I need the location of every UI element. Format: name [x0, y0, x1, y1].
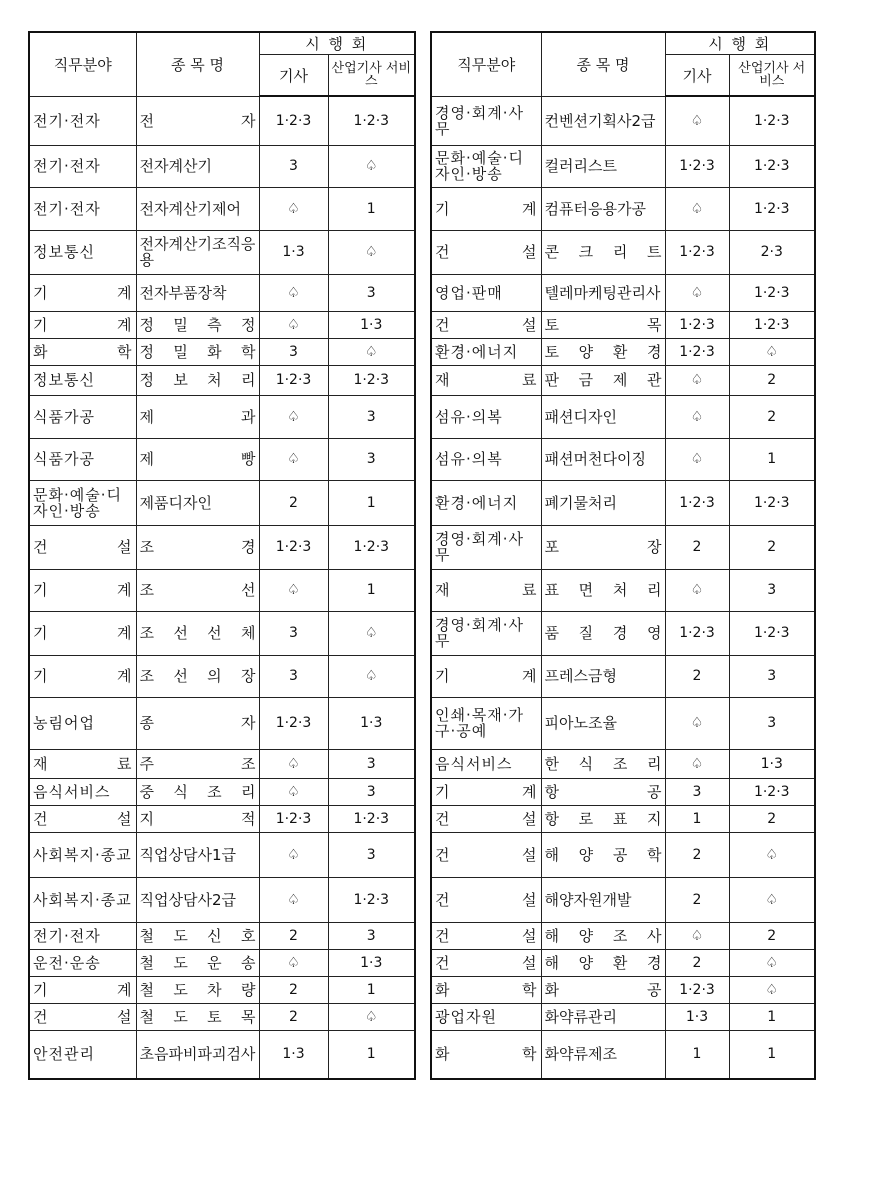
name-cell: 프레스금형 [541, 655, 665, 697]
gisa-cell: ♤ [665, 749, 729, 778]
table-row [29, 96, 415, 145]
field-cell: 재 료 [431, 569, 541, 611]
name-cell: 조 경 [136, 525, 259, 569]
sanup-cell: 1·2·3 [328, 877, 415, 922]
field-cell: 정보통신 [29, 365, 136, 395]
gisa-cell: 1·3 [665, 1003, 729, 1030]
name-cell: 조 선 [136, 569, 259, 611]
header-field: 직무분야 [29, 32, 136, 96]
name-cell: 주 조 [136, 749, 259, 778]
field-cell: 기 계 [431, 655, 541, 697]
name-cell: 전자부품장착 [136, 274, 259, 311]
name-cell: 해 양 공 학 [541, 832, 665, 877]
field-cell: 화 학 [29, 338, 136, 365]
name-cell: 중 식 조 리 [136, 778, 259, 805]
name-cell: 폐기물처리 [541, 480, 665, 525]
table-row [29, 1030, 415, 1079]
sanup-cell: 1·2·3 [729, 187, 815, 230]
field-cell: 건 설 [431, 832, 541, 877]
sanup-cell: 3 [328, 274, 415, 311]
field-cell: 화 학 [431, 976, 541, 1003]
field-cell: 건 설 [431, 230, 541, 274]
name-cell: 해 양 환 경 [541, 949, 665, 976]
table-row [431, 949, 815, 976]
header-round: 시 행 회 [259, 32, 415, 55]
field-cell: 기 계 [29, 274, 136, 311]
gisa-cell: 2 [665, 525, 729, 569]
gisa-cell: 2 [665, 832, 729, 877]
name-cell: 정 밀 측 정 [136, 311, 259, 338]
field-cell: 운전·운송 [29, 949, 136, 976]
field-cell: 화 학 [431, 1030, 541, 1079]
field-cell: 사회복지·종교 [29, 832, 136, 877]
sanup-cell: 1 [328, 976, 415, 1003]
gisa-cell: 2 [665, 877, 729, 922]
gisa-cell: 3 [259, 655, 328, 697]
sanup-cell: ♤ [328, 145, 415, 187]
name-cell: 해 양 조 사 [541, 922, 665, 949]
sanup-cell: 3 [729, 569, 815, 611]
field-cell: 섬유·의복 [431, 395, 541, 438]
table-row [29, 230, 415, 274]
gisa-cell: ♤ [665, 438, 729, 480]
sanup-cell: 1 [729, 1030, 815, 1079]
sanup-cell: ♤ [729, 976, 815, 1003]
table-row [431, 877, 815, 922]
gisa-cell: ♤ [665, 395, 729, 438]
sanup-cell: 3 [328, 395, 415, 438]
gisa-cell: ♤ [259, 749, 328, 778]
table-row [29, 187, 415, 230]
sanup-cell: 1·2·3 [729, 311, 815, 338]
gisa-cell: 3 [665, 778, 729, 805]
name-cell: 품 질 경 영 [541, 611, 665, 655]
field-cell: 기 계 [431, 778, 541, 805]
name-cell: 철 도 운 송 [136, 949, 259, 976]
sanup-cell: 3 [328, 832, 415, 877]
field-cell: 음식서비스 [431, 749, 541, 778]
sanup-cell: 2 [729, 922, 815, 949]
sanup-cell: ♤ [729, 338, 815, 365]
field-cell: 건 설 [29, 805, 136, 832]
field-cell: 기 계 [29, 569, 136, 611]
sanup-cell: ♤ [328, 611, 415, 655]
field-cell: 환경·에너지 [431, 338, 541, 365]
table-row [29, 877, 415, 922]
name-cell: 패션디자인 [541, 395, 665, 438]
header-gisa: 기사 [259, 55, 328, 97]
name-cell: 지 적 [136, 805, 259, 832]
right-table [430, 31, 816, 1080]
sanup-cell: 1·2·3 [729, 480, 815, 525]
table-row [431, 922, 815, 949]
sanup-cell: 1·3 [729, 749, 815, 778]
sanup-cell: ♤ [328, 338, 415, 365]
table-row [431, 230, 815, 274]
gisa-cell: 2 [259, 480, 328, 525]
name-cell: 한 식 조 리 [541, 749, 665, 778]
sanup-cell: ♤ [328, 1003, 415, 1030]
name-cell: 철 도 신 호 [136, 922, 259, 949]
sanup-cell: ♤ [729, 877, 815, 922]
field-cell: 건 설 [29, 1003, 136, 1030]
field-cell: 전기·전자 [29, 187, 136, 230]
gisa-cell: 1·2·3 [259, 525, 328, 569]
field-cell: 안전관리 [29, 1030, 136, 1079]
table-row [29, 922, 415, 949]
table-row [29, 697, 415, 749]
name-cell: 화약류관리 [541, 1003, 665, 1030]
name-cell: 항 로 표 지 [541, 805, 665, 832]
gisa-cell: 1·2·3 [665, 145, 729, 187]
sanup-cell: ♤ [729, 832, 815, 877]
table-row [29, 832, 415, 877]
gisa-cell: 1 [665, 805, 729, 832]
gisa-cell: 2 [259, 1003, 328, 1030]
table-row [431, 1030, 815, 1079]
table-row [29, 1003, 415, 1030]
name-cell: 정 보 처 리 [136, 365, 259, 395]
field-cell: 기 계 [431, 187, 541, 230]
left-table [28, 31, 416, 1080]
sanup-cell: 1 [328, 1030, 415, 1079]
gisa-cell: ♤ [259, 395, 328, 438]
gisa-cell: 1·3 [259, 230, 328, 274]
name-cell: 전 자 [136, 96, 259, 145]
sanup-cell: 1·2·3 [729, 145, 815, 187]
table-row [29, 274, 415, 311]
gisa-cell: ♤ [665, 922, 729, 949]
name-cell: 정 밀 화 학 [136, 338, 259, 365]
sanup-cell: 1·2·3 [729, 778, 815, 805]
name-cell: 제 빵 [136, 438, 259, 480]
sanup-cell: 1·3 [328, 311, 415, 338]
sanup-cell: 3 [328, 778, 415, 805]
name-cell: 항 공 [541, 778, 665, 805]
table-row [29, 438, 415, 480]
name-cell: 전자계산기제어 [136, 187, 259, 230]
gisa-cell: 1·2·3 [665, 480, 729, 525]
sanup-cell: 1·2·3 [328, 365, 415, 395]
gisa-cell: 1·2·3 [665, 976, 729, 1003]
name-cell: 조 선 의 장 [136, 655, 259, 697]
sanup-cell: 1 [328, 569, 415, 611]
field-cell: 문화·예술·디자인·방송 [29, 480, 136, 525]
field-cell: 사회복지·종교 [29, 877, 136, 922]
sanup-cell: 2 [729, 805, 815, 832]
name-cell: 컬러리스트 [541, 145, 665, 187]
gisa-cell: 2 [665, 655, 729, 697]
sanup-cell: 1 [328, 187, 415, 230]
name-cell: 화 공 [541, 976, 665, 1003]
sanup-cell: 1·2·3 [729, 96, 815, 145]
header-field: 직무분야 [431, 32, 541, 96]
table-row [29, 525, 415, 569]
gisa-cell: ♤ [259, 832, 328, 877]
gisa-cell: 1·2·3 [665, 338, 729, 365]
header-gisa: 기사 [665, 55, 729, 97]
name-cell: 피아노조율 [541, 697, 665, 749]
name-cell: 포 장 [541, 525, 665, 569]
sanup-cell: ♤ [729, 949, 815, 976]
gisa-cell: 1·2·3 [259, 96, 328, 145]
field-cell: 경영·회계·사무 [431, 96, 541, 145]
field-cell: 인쇄·목재·가구·공예 [431, 697, 541, 749]
name-cell: 토 목 [541, 311, 665, 338]
sanup-cell: 1 [328, 480, 415, 525]
table-row [29, 749, 415, 778]
name-cell: 조 선 선 체 [136, 611, 259, 655]
table-row [431, 311, 815, 338]
table-row [431, 480, 815, 525]
name-cell: 컨벤션기획사2급 [541, 96, 665, 145]
field-cell: 건 설 [431, 805, 541, 832]
sanup-cell: ♤ [328, 655, 415, 697]
name-cell: 직업상담사1급 [136, 832, 259, 877]
gisa-cell: ♤ [665, 365, 729, 395]
field-cell: 기 계 [29, 976, 136, 1003]
sanup-cell: 1·2·3 [328, 96, 415, 145]
sanup-cell: 2 [729, 525, 815, 569]
field-cell: 건 설 [431, 949, 541, 976]
table-row [431, 395, 815, 438]
gisa-cell: 1·2·3 [259, 697, 328, 749]
table-row [431, 832, 815, 877]
header-sanup: 산업기사 서비스 [328, 55, 415, 97]
gisa-cell: 3 [259, 145, 328, 187]
table-row [29, 655, 415, 697]
field-cell: 건 설 [431, 922, 541, 949]
table-row [29, 778, 415, 805]
gisa-cell: ♤ [259, 778, 328, 805]
table-row [29, 395, 415, 438]
sanup-cell: 3 [729, 655, 815, 697]
field-cell: 기 계 [29, 655, 136, 697]
field-cell: 전기·전자 [29, 922, 136, 949]
gisa-cell: 1·2·3 [259, 365, 328, 395]
name-cell: 초음파비파괴검사 [136, 1030, 259, 1079]
table-row [29, 145, 415, 187]
gisa-cell: 2 [259, 976, 328, 1003]
table-row [431, 438, 815, 480]
table-row [29, 805, 415, 832]
sanup-cell: 3 [328, 438, 415, 480]
sanup-cell: 2 [729, 395, 815, 438]
sanup-cell: ♤ [328, 230, 415, 274]
field-cell: 환경·에너지 [431, 480, 541, 525]
table-row [431, 96, 815, 145]
sanup-cell: 1·2·3 [729, 611, 815, 655]
name-cell: 철 도 차 량 [136, 976, 259, 1003]
table-row [29, 311, 415, 338]
sanup-cell: 2·3 [729, 230, 815, 274]
table-row [431, 697, 815, 749]
sanup-cell: 1·2·3 [328, 805, 415, 832]
field-cell: 영업·판매 [431, 274, 541, 311]
gisa-cell: 1·2·3 [259, 805, 328, 832]
field-cell: 문화·예술·디자인·방송 [431, 145, 541, 187]
field-cell: 식품가공 [29, 395, 136, 438]
gisa-cell: ♤ [259, 949, 328, 976]
field-cell: 건 설 [431, 877, 541, 922]
gisa-cell: 1·2·3 [665, 311, 729, 338]
gisa-cell: ♤ [259, 274, 328, 311]
sanup-cell: 1 [729, 438, 815, 480]
table-row [431, 569, 815, 611]
table-row [29, 949, 415, 976]
gisa-cell: ♤ [665, 274, 729, 311]
name-cell: 토 양 환 경 [541, 338, 665, 365]
gisa-cell: ♤ [259, 438, 328, 480]
gisa-cell: 1·2·3 [665, 611, 729, 655]
field-cell: 식품가공 [29, 438, 136, 480]
field-cell: 섬유·의복 [431, 438, 541, 480]
table-row [431, 1003, 815, 1030]
gisa-cell: 2 [665, 949, 729, 976]
table-row [29, 611, 415, 655]
field-cell: 광업자원 [431, 1003, 541, 1030]
field-cell: 경영·회계·사무 [431, 611, 541, 655]
table-row [431, 338, 815, 365]
name-cell: 화약류제조 [541, 1030, 665, 1079]
field-cell: 재 료 [431, 365, 541, 395]
name-cell: 종 자 [136, 697, 259, 749]
field-cell: 경영·회계·사무 [431, 525, 541, 569]
table-row [431, 365, 815, 395]
table-row [29, 365, 415, 395]
sanup-cell: 1·2·3 [328, 525, 415, 569]
table-row [431, 655, 815, 697]
name-cell: 판 금 제 관 [541, 365, 665, 395]
field-cell: 음식서비스 [29, 778, 136, 805]
table-row [431, 976, 815, 1003]
table-row [29, 569, 415, 611]
field-cell: 정보통신 [29, 230, 136, 274]
field-cell: 건 설 [431, 311, 541, 338]
table-row [431, 187, 815, 230]
table-row [431, 805, 815, 832]
sanup-cell: 1 [729, 1003, 815, 1030]
name-cell: 전자계산기조직응용 [136, 230, 259, 274]
table-row [431, 749, 815, 778]
field-cell: 전기·전자 [29, 96, 136, 145]
table-row [29, 338, 415, 365]
gisa-cell: 1 [665, 1030, 729, 1079]
name-cell: 텔레마케팅관리사 [541, 274, 665, 311]
field-cell: 기 계 [29, 611, 136, 655]
sanup-cell: 1·3 [328, 697, 415, 749]
header-sanup: 산업기사 서비스 [729, 55, 815, 97]
gisa-cell: 1·3 [259, 1030, 328, 1079]
gisa-cell: 2 [259, 922, 328, 949]
name-cell: 해양자원개발 [541, 877, 665, 922]
sanup-cell: 3 [328, 922, 415, 949]
field-cell: 전기·전자 [29, 145, 136, 187]
field-cell: 건 설 [29, 525, 136, 569]
gisa-cell: ♤ [259, 311, 328, 338]
gisa-cell: 3 [259, 611, 328, 655]
table-row [431, 274, 815, 311]
table-row [431, 145, 815, 187]
header-round: 시 행 회 [665, 32, 815, 55]
gisa-cell: ♤ [259, 877, 328, 922]
field-cell: 재 료 [29, 749, 136, 778]
sanup-cell: 3 [729, 697, 815, 749]
header-name: 종 목 명 [136, 32, 259, 96]
field-cell: 농림어업 [29, 697, 136, 749]
name-cell: 패션머천다이징 [541, 438, 665, 480]
field-cell: 기 계 [29, 311, 136, 338]
gisa-cell: ♤ [665, 187, 729, 230]
gisa-cell: 1·2·3 [665, 230, 729, 274]
gisa-cell: ♤ [259, 187, 328, 230]
name-cell: 제 과 [136, 395, 259, 438]
gisa-cell: ♤ [665, 96, 729, 145]
name-cell: 전자계산기 [136, 145, 259, 187]
table-row [431, 778, 815, 805]
gisa-cell: ♤ [665, 697, 729, 749]
sanup-cell: 1·3 [328, 949, 415, 976]
name-cell: 제품디자인 [136, 480, 259, 525]
sanup-cell: 1·2·3 [729, 274, 815, 311]
table-row [431, 611, 815, 655]
gisa-cell: ♤ [665, 569, 729, 611]
table-row [29, 976, 415, 1003]
sanup-cell: 2 [729, 365, 815, 395]
name-cell: 콘 크 리 트 [541, 230, 665, 274]
sanup-cell: 3 [328, 749, 415, 778]
table-row [29, 480, 415, 525]
name-cell: 철 도 토 목 [136, 1003, 259, 1030]
header-name: 종 목 명 [541, 32, 665, 96]
gisa-cell: 3 [259, 338, 328, 365]
table-row [431, 525, 815, 569]
name-cell: 컴퓨터응용가공 [541, 187, 665, 230]
name-cell: 표 면 처 리 [541, 569, 665, 611]
gisa-cell: ♤ [259, 569, 328, 611]
name-cell: 직업상담사2급 [136, 877, 259, 922]
